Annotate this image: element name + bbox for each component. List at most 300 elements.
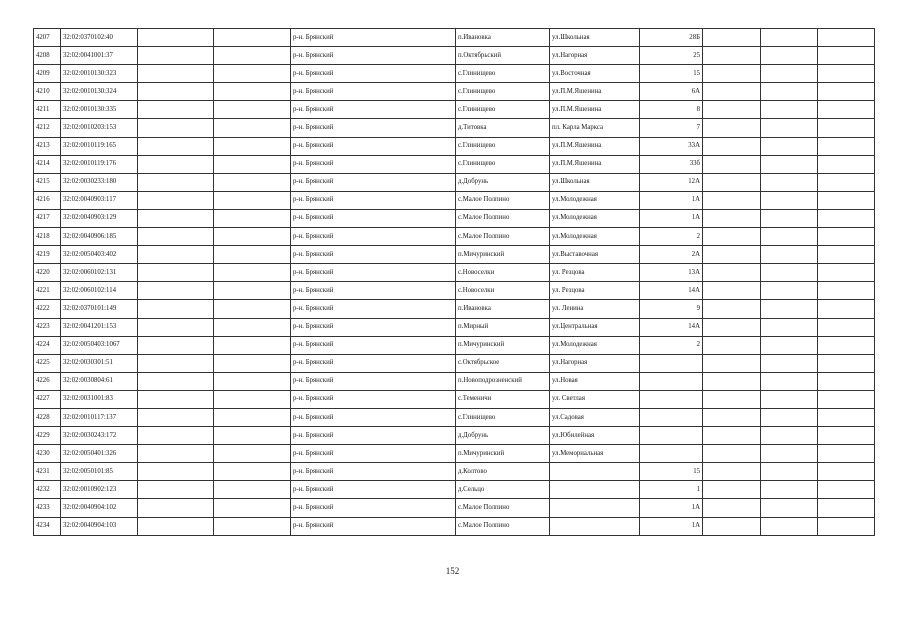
row-number-cell: 4217 <box>34 209 61 227</box>
empty-cell <box>214 445 291 463</box>
cadastral-number-cell: 32:02:0010130:335 <box>61 101 138 119</box>
empty-cell <box>818 300 875 318</box>
street-cell: ул.П.М.Яшенина <box>550 83 640 101</box>
empty-cell <box>138 372 214 390</box>
locality-cell: с.Глинищево <box>456 83 550 101</box>
empty-cell <box>818 445 875 463</box>
table-row <box>34 137 875 155</box>
cadastral-number-cell: 32:02:0030804:61 <box>61 372 138 390</box>
row-number-cell: 4214 <box>34 155 61 173</box>
street-cell <box>550 517 640 535</box>
street-cell: ул. Резцова <box>550 264 640 282</box>
empty-cell <box>761 119 818 137</box>
street-cell: ул.П.М.Яшенина <box>550 137 640 155</box>
empty-cell <box>703 481 761 499</box>
locality-cell: п.Мичуринский <box>456 336 550 354</box>
empty-cell <box>703 101 761 119</box>
empty-cell <box>214 427 291 445</box>
locality-cell: п.Мичуринский <box>456 445 550 463</box>
row-number-cell: 4228 <box>34 408 61 426</box>
empty-cell <box>818 246 875 264</box>
empty-cell <box>761 354 818 372</box>
empty-cell <box>214 499 291 517</box>
cadastral-number-cell: 32:02:0060102:131 <box>61 264 138 282</box>
empty-cell <box>214 119 291 137</box>
district-cell: р-н. Брянский <box>291 83 456 101</box>
street-cell: ул.П.М.Яшенина <box>550 101 640 119</box>
empty-cell <box>703 173 761 191</box>
district-cell: р-н. Брянский <box>291 264 456 282</box>
empty-cell <box>703 390 761 408</box>
house-number-cell: 33б <box>640 155 703 173</box>
street-cell: ул.Школьная <box>550 29 640 47</box>
cadastral-number-cell: 32:02:0050403:402 <box>61 246 138 264</box>
empty-cell <box>761 336 818 354</box>
district-cell: р-н. Брянский <box>291 354 456 372</box>
empty-cell <box>214 517 291 535</box>
table-row <box>34 282 875 300</box>
cadastral-number-cell: 32:02:0040903:117 <box>61 191 138 209</box>
empty-cell <box>214 282 291 300</box>
locality-cell: с.Глинищево <box>456 137 550 155</box>
empty-cell <box>761 300 818 318</box>
street-cell: ул.Молодежная <box>550 209 640 227</box>
table-row <box>34 155 875 173</box>
table-row <box>34 246 875 264</box>
empty-cell <box>138 29 214 47</box>
cadastral-number-cell: 32:02:0010130:323 <box>61 65 138 83</box>
locality-cell: с.Новоселки <box>456 264 550 282</box>
row-number-cell: 4209 <box>34 65 61 83</box>
table-row <box>34 354 875 372</box>
empty-cell <box>138 137 214 155</box>
district-cell: р-н. Брянский <box>291 427 456 445</box>
house-number-cell: 15 <box>640 65 703 83</box>
empty-cell <box>703 137 761 155</box>
registry-body <box>34 29 875 536</box>
empty-cell <box>761 101 818 119</box>
empty-cell <box>214 228 291 246</box>
cadastral-number-cell: 32:02:0040903:129 <box>61 209 138 227</box>
empty-cell <box>214 300 291 318</box>
cadastral-number-cell: 32:02:0010203:153 <box>61 119 138 137</box>
street-cell: ул.Мемориальная <box>550 445 640 463</box>
district-cell: р-н. Брянский <box>291 481 456 499</box>
empty-cell <box>214 372 291 390</box>
row-number-cell: 4222 <box>34 300 61 318</box>
empty-cell <box>214 354 291 372</box>
street-cell: ул.Садовая <box>550 408 640 426</box>
empty-cell <box>138 83 214 101</box>
locality-cell: с.Новоселки <box>456 282 550 300</box>
empty-cell <box>138 191 214 209</box>
empty-cell <box>138 517 214 535</box>
empty-cell <box>138 173 214 191</box>
empty-cell <box>138 209 214 227</box>
locality-cell: п.Ивановка <box>456 300 550 318</box>
row-number-cell: 4213 <box>34 137 61 155</box>
empty-cell <box>214 173 291 191</box>
cadastral-number-cell: 32:02:0030233:180 <box>61 173 138 191</box>
cadastral-number-cell: 32:02:0040904:102 <box>61 499 138 517</box>
district-cell: р-н. Брянский <box>291 173 456 191</box>
empty-cell <box>138 445 214 463</box>
empty-cell <box>703 155 761 173</box>
empty-cell <box>138 318 214 336</box>
house-number-cell <box>640 427 703 445</box>
row-number-cell: 4223 <box>34 318 61 336</box>
empty-cell <box>703 408 761 426</box>
table-row <box>34 228 875 246</box>
street-cell: ул.Новая <box>550 372 640 390</box>
empty-cell <box>761 427 818 445</box>
empty-cell <box>761 137 818 155</box>
table-row <box>34 83 875 101</box>
row-number-cell: 4230 <box>34 445 61 463</box>
locality-cell: п.Ивановка <box>456 29 550 47</box>
street-cell: ул.Нагорная <box>550 354 640 372</box>
table-row <box>34 463 875 481</box>
empty-cell <box>703 264 761 282</box>
table-row <box>34 481 875 499</box>
empty-cell <box>818 83 875 101</box>
empty-cell <box>703 65 761 83</box>
empty-cell <box>818 209 875 227</box>
street-cell: ул. Ленина <box>550 300 640 318</box>
locality-cell: с.Глинищево <box>456 101 550 119</box>
district-cell: р-н. Брянский <box>291 499 456 517</box>
cadastral-number-cell: 32:02:0040904:103 <box>61 517 138 535</box>
empty-cell <box>761 463 818 481</box>
empty-cell <box>214 155 291 173</box>
table-row <box>34 390 875 408</box>
row-number-cell: 4221 <box>34 282 61 300</box>
empty-cell <box>761 481 818 499</box>
row-number-cell: 4224 <box>34 336 61 354</box>
empty-cell <box>703 209 761 227</box>
empty-cell <box>761 408 818 426</box>
empty-cell <box>761 228 818 246</box>
empty-cell <box>818 65 875 83</box>
row-number-cell: 4233 <box>34 499 61 517</box>
empty-cell <box>703 463 761 481</box>
empty-cell <box>703 119 761 137</box>
empty-cell <box>818 372 875 390</box>
district-cell: р-н. Брянский <box>291 390 456 408</box>
locality-cell: с.Теменичи <box>456 390 550 408</box>
row-number-cell: 4218 <box>34 228 61 246</box>
locality-cell: д.Колтово <box>456 463 550 481</box>
empty-cell <box>818 155 875 173</box>
cadastral-number-cell: 32:02:0060102:114 <box>61 282 138 300</box>
house-number-cell: 28Б <box>640 29 703 47</box>
empty-cell <box>703 318 761 336</box>
house-number-cell <box>640 445 703 463</box>
table-row <box>34 372 875 390</box>
empty-cell <box>138 101 214 119</box>
locality-cell: д.Добрунь <box>456 427 550 445</box>
street-cell: ул.Восточная <box>550 65 640 83</box>
cadastral-number-cell: 32:02:0041001:37 <box>61 47 138 65</box>
empty-cell <box>818 264 875 282</box>
empty-cell <box>214 463 291 481</box>
empty-cell <box>214 336 291 354</box>
street-cell: ул.Школьная <box>550 173 640 191</box>
street-cell: ул.Юбилейная <box>550 427 640 445</box>
district-cell: р-н. Брянский <box>291 408 456 426</box>
locality-cell: с.Малое Полпино <box>456 228 550 246</box>
empty-cell <box>703 427 761 445</box>
empty-cell <box>138 499 214 517</box>
empty-cell <box>138 65 214 83</box>
street-cell: ул. Резцова <box>550 282 640 300</box>
empty-cell <box>703 83 761 101</box>
empty-cell <box>703 499 761 517</box>
house-number-cell: 33А <box>640 137 703 155</box>
cadastral-number-cell: 32:02:0010130:324 <box>61 83 138 101</box>
street-cell: пл. Карла Маркса <box>550 119 640 137</box>
empty-cell <box>214 47 291 65</box>
locality-cell: с.Октябрьское <box>456 354 550 372</box>
district-cell: р-н. Брянский <box>291 300 456 318</box>
row-number-cell: 4232 <box>34 481 61 499</box>
table-row <box>34 300 875 318</box>
house-number-cell: 1А <box>640 191 703 209</box>
empty-cell <box>138 282 214 300</box>
empty-cell <box>818 119 875 137</box>
empty-cell <box>214 137 291 155</box>
district-cell: р-н. Брянский <box>291 47 456 65</box>
row-number-cell: 4231 <box>34 463 61 481</box>
empty-cell <box>214 83 291 101</box>
district-cell: р-н. Брянский <box>291 318 456 336</box>
empty-cell <box>761 499 818 517</box>
empty-cell <box>761 445 818 463</box>
empty-cell <box>214 101 291 119</box>
empty-cell <box>818 101 875 119</box>
locality-cell: д.Сельцо <box>456 481 550 499</box>
empty-cell <box>818 427 875 445</box>
empty-cell <box>138 47 214 65</box>
cadastral-number-cell: 32:02:0041201:153 <box>61 318 138 336</box>
empty-cell <box>761 29 818 47</box>
table-row <box>34 173 875 191</box>
empty-cell <box>761 65 818 83</box>
house-number-cell: 7 <box>640 119 703 137</box>
empty-cell <box>818 318 875 336</box>
empty-cell <box>818 282 875 300</box>
house-number-cell <box>640 372 703 390</box>
cadastral-number-cell: 32:02:0010117:137 <box>61 408 138 426</box>
empty-cell <box>818 390 875 408</box>
district-cell: р-н. Брянский <box>291 29 456 47</box>
table-row <box>34 65 875 83</box>
district-cell: р-н. Брянский <box>291 101 456 119</box>
locality-cell: с.Малое Полпино <box>456 209 550 227</box>
row-number-cell: 4226 <box>34 372 61 390</box>
empty-cell <box>138 354 214 372</box>
table-row <box>34 101 875 119</box>
empty-cell <box>138 481 214 499</box>
empty-cell <box>703 372 761 390</box>
house-number-cell: 2А <box>640 246 703 264</box>
empty-cell <box>703 228 761 246</box>
empty-cell <box>138 390 214 408</box>
cadastral-number-cell: 32:02:0370102:40 <box>61 29 138 47</box>
district-cell: р-н. Брянский <box>291 517 456 535</box>
row-number-cell: 4207 <box>34 29 61 47</box>
locality-cell: с.Глинищево <box>456 408 550 426</box>
empty-cell <box>818 408 875 426</box>
house-number-cell: 1 <box>640 481 703 499</box>
locality-cell: с.Глинищево <box>456 65 550 83</box>
district-cell: р-н. Брянский <box>291 191 456 209</box>
row-number-cell: 4208 <box>34 47 61 65</box>
house-number-cell: 25 <box>640 47 703 65</box>
empty-cell <box>138 155 214 173</box>
empty-cell <box>703 336 761 354</box>
street-cell: ул.Выставочная <box>550 246 640 264</box>
empty-cell <box>703 300 761 318</box>
locality-cell: с.Малое Полпино <box>456 499 550 517</box>
house-number-cell <box>640 354 703 372</box>
empty-cell <box>214 29 291 47</box>
district-cell: р-н. Брянский <box>291 119 456 137</box>
district-cell: р-н. Брянский <box>291 209 456 227</box>
empty-cell <box>138 463 214 481</box>
row-number-cell: 4216 <box>34 191 61 209</box>
row-number-cell: 4227 <box>34 390 61 408</box>
row-number-cell: 4211 <box>34 101 61 119</box>
cadastral-number-cell: 32:02:0010119:176 <box>61 155 138 173</box>
empty-cell <box>703 354 761 372</box>
house-number-cell: 14А <box>640 282 703 300</box>
house-number-cell <box>640 390 703 408</box>
empty-cell <box>818 29 875 47</box>
house-number-cell: 1А <box>640 517 703 535</box>
house-number-cell: 9 <box>640 300 703 318</box>
cadastral-number-cell: 32:02:0370101:149 <box>61 300 138 318</box>
empty-cell <box>818 137 875 155</box>
empty-cell <box>818 463 875 481</box>
empty-cell <box>761 318 818 336</box>
empty-cell <box>138 300 214 318</box>
row-number-cell: 4220 <box>34 264 61 282</box>
empty-cell <box>818 173 875 191</box>
empty-cell <box>818 228 875 246</box>
empty-cell <box>138 336 214 354</box>
empty-cell <box>214 246 291 264</box>
house-number-cell: 13А <box>640 264 703 282</box>
cadastral-number-cell: 32:02:0030301:51 <box>61 354 138 372</box>
district-cell: р-н. Брянский <box>291 65 456 83</box>
empty-cell <box>761 390 818 408</box>
table-row <box>34 445 875 463</box>
district-cell: р-н. Брянский <box>291 463 456 481</box>
district-cell: р-н. Брянский <box>291 246 456 264</box>
empty-cell <box>214 481 291 499</box>
row-number-cell: 4219 <box>34 246 61 264</box>
empty-cell <box>703 29 761 47</box>
empty-cell <box>818 336 875 354</box>
street-cell <box>550 499 640 517</box>
cadastral-number-cell: 32:02:0010902:123 <box>61 481 138 499</box>
row-number-cell: 4215 <box>34 173 61 191</box>
empty-cell <box>818 354 875 372</box>
empty-cell <box>214 318 291 336</box>
locality-cell: с.Малое Полпино <box>456 517 550 535</box>
table-row <box>34 29 875 47</box>
locality-cell: п.Октябрьский <box>456 47 550 65</box>
street-cell: ул.П.М.Яшенина <box>550 155 640 173</box>
locality-cell: с.Глинищево <box>456 155 550 173</box>
house-number-cell: 1А <box>640 209 703 227</box>
empty-cell <box>214 390 291 408</box>
empty-cell <box>214 408 291 426</box>
table-row <box>34 517 875 535</box>
empty-cell <box>761 372 818 390</box>
empty-cell <box>703 517 761 535</box>
district-cell: р-н. Брянский <box>291 282 456 300</box>
street-cell: ул.Нагорная <box>550 47 640 65</box>
house-number-cell: 12А <box>640 173 703 191</box>
cadastral-number-cell: 32:02:0010119:165 <box>61 137 138 155</box>
table-row <box>34 191 875 209</box>
table-row <box>34 318 875 336</box>
street-cell <box>550 481 640 499</box>
street-cell: ул.Молодежная <box>550 191 640 209</box>
empty-cell <box>138 246 214 264</box>
street-cell: ул. Светлая <box>550 390 640 408</box>
house-number-cell <box>640 408 703 426</box>
empty-cell <box>703 282 761 300</box>
empty-cell <box>818 47 875 65</box>
empty-cell <box>818 191 875 209</box>
empty-cell <box>761 246 818 264</box>
row-number-cell: 4225 <box>34 354 61 372</box>
street-cell: ул.Центральная <box>550 318 640 336</box>
locality-cell: с.Малое Полпино <box>456 191 550 209</box>
street-cell: ул.Молодежная <box>550 228 640 246</box>
row-number-cell: 4210 <box>34 83 61 101</box>
empty-cell <box>761 517 818 535</box>
empty-cell <box>761 155 818 173</box>
district-cell: р-н. Брянский <box>291 137 456 155</box>
empty-cell <box>761 209 818 227</box>
empty-cell <box>214 264 291 282</box>
house-number-cell: 2 <box>640 336 703 354</box>
cadastral-number-cell: 32:02:0050401:326 <box>61 445 138 463</box>
cadastral-number-cell: 32:02:0031001:83 <box>61 390 138 408</box>
district-cell: р-н. Брянский <box>291 372 456 390</box>
district-cell: р-н. Брянский <box>291 228 456 246</box>
district-cell: р-н. Брянский <box>291 336 456 354</box>
empty-cell <box>138 427 214 445</box>
empty-cell <box>761 282 818 300</box>
empty-cell <box>818 517 875 535</box>
locality-cell: д.Титовка <box>456 119 550 137</box>
house-number-cell: 1А <box>640 499 703 517</box>
empty-cell <box>138 264 214 282</box>
table-row <box>34 336 875 354</box>
empty-cell <box>761 191 818 209</box>
cadastral-number-cell: 32:02:0030243:172 <box>61 427 138 445</box>
registry-table <box>33 28 875 536</box>
house-number-cell: 2 <box>640 228 703 246</box>
table-row <box>34 47 875 65</box>
house-number-cell: 8 <box>640 101 703 119</box>
table-row <box>34 499 875 517</box>
